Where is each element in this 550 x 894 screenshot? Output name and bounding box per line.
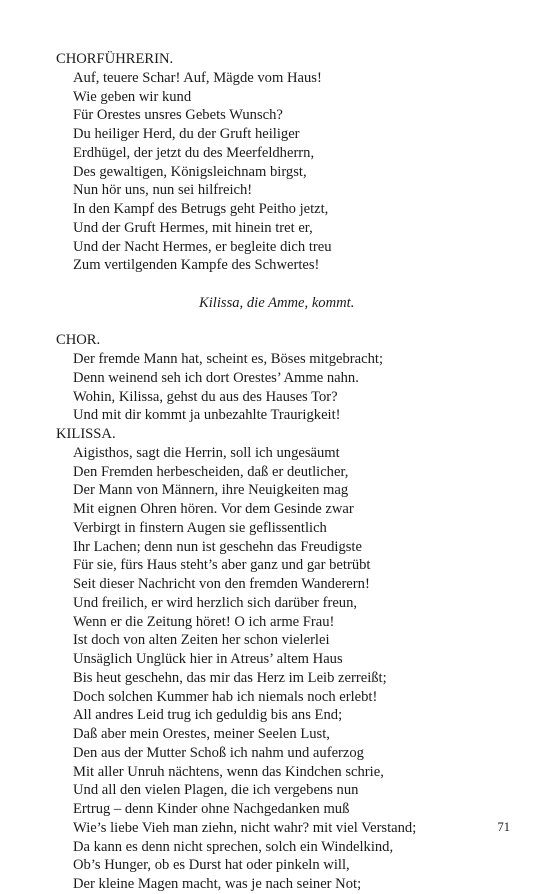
verse-line: Für sie, fürs Haus steht’s aber ganz und gar betrübt [73, 557, 371, 574]
verse-block-kilissa [56, 444, 496, 894]
verse-line: Doch solchen Kummer hab ich niemals noch erlebt! [73, 688, 378, 705]
verse-line: Bis heut geschehn, das mir das Herz im Leib zerreißt; [73, 669, 387, 686]
stage-direction: Kilissa, die Amme, kommt. [199, 294, 355, 311]
verse-line: Wie’s liebe Vieh man ziehn, nicht wahr? mit viel Verstand; [73, 819, 417, 836]
verse-line: Erdhügel, der jetzt du des Meerfeldherrn, [73, 144, 315, 161]
verse-line: Unsäglich Unglück hier in Atreus’ altem Haus [73, 651, 343, 667]
page-number: 71 [497, 820, 510, 834]
verse-line: Und der Gruft Hermes, mit hinein tret er, [73, 219, 313, 236]
verse-line: Zum vertilgenden Kampfe des Schwertes! [73, 257, 320, 274]
verse-line: Da kann es denn nicht sprechen, solch ein Windelkind, [73, 838, 394, 855]
verse-line: Des gewaltigen, Königsleichnam birgst, [73, 163, 307, 180]
verse-line: Verbirgt in finstern Augen sie geflissentlich [73, 519, 327, 536]
verse-line: Nun hör uns, nun sei hilfreich! [73, 182, 253, 199]
verse-line: Mit eignen Ohren hören. Vor dem Gesinde zwar [73, 501, 354, 517]
verse-block-chorfuehrerin [56, 69, 496, 275]
verse-line: Ob’s Hunger, ob es Durst hat oder pinkeln will, [73, 857, 350, 874]
verse-line: Den Fremden herbescheiden, daß er deutlicher, [73, 463, 349, 480]
verse-line: Ertrug – denn Kinder ohne Nachgedanken muß [73, 801, 350, 817]
verse-line: Du heiliger Herd, du der Gruft heiliger [73, 126, 300, 142]
verse-line: Wenn er die Zeitung höret! O ich arme Frau! [73, 613, 335, 630]
verse-line: Ist doch von alten Zeiten her schon vielerlei [73, 632, 330, 649]
verse-line: All andres Leid trug ich geduldig bis ans End; [73, 707, 343, 724]
verse-line: Seit dieser Nachricht von den fremden Wanderern! [73, 576, 370, 592]
verse-line: Wohin, Kilissa, gehst du aus des Hauses Tor? [73, 388, 338, 405]
verse-line: Der kleine Magen macht, was je nach seiner Not; [73, 876, 362, 892]
verse-line: In den Kampf des Betrugs geht Peitho jetzt, [73, 201, 329, 217]
verse-line: Der fremde Mann hat, scheint es, Böses mitgebracht; [73, 351, 384, 367]
verse-line: Mit aller Unruh nächtens, wenn das Kindchen schrie, [73, 763, 384, 780]
verse-line: Und der Nacht Hermes, er begleite dich treu [73, 238, 332, 255]
spacer [56, 275, 496, 294]
speaker-chor: CHOR. [56, 332, 101, 349]
verse-block-chor [56, 350, 496, 425]
verse-line: Denn weinend seh ich dort Orestes’ Amme nahn. [73, 369, 359, 386]
speaker-chorfuehrerin: CHORFÜHRERIN. [56, 51, 174, 67]
text-page [56, 50, 496, 894]
spacer [56, 313, 496, 332]
verse-line: Der Mann von Männern, ihre Neuigkeiten mag [73, 482, 349, 499]
verse-line: Und all den vielen Plagen, die ich vergebens nun [73, 782, 359, 799]
verse-line: Aigisthos, sagt die Herrin, soll ich ungesäumt [73, 444, 340, 461]
verse-line: Auf, teuere Schar! Auf, Mägde vom Haus! [73, 69, 322, 86]
verse-line: Und freilich, er wird herzlich sich darüber freun, [73, 594, 358, 611]
verse-line: Für Orestes unsres Gebets Wunsch? [73, 107, 283, 124]
verse-line: Wie geben wir kund [73, 88, 192, 105]
speaker-kilissa: KILISSA. [56, 426, 116, 442]
verse-line: Und mit dir kommt ja unbezahlte Traurigkeit! [73, 407, 341, 424]
verse-line: Daß aber mein Orestes, meiner Seelen Lust, [73, 726, 330, 742]
verse-line: Den aus der Mutter Schoß ich nahm und auferzog [73, 744, 364, 761]
verse-line: Ihr Lachen; denn nun ist geschehn das Freudigste [73, 538, 362, 555]
